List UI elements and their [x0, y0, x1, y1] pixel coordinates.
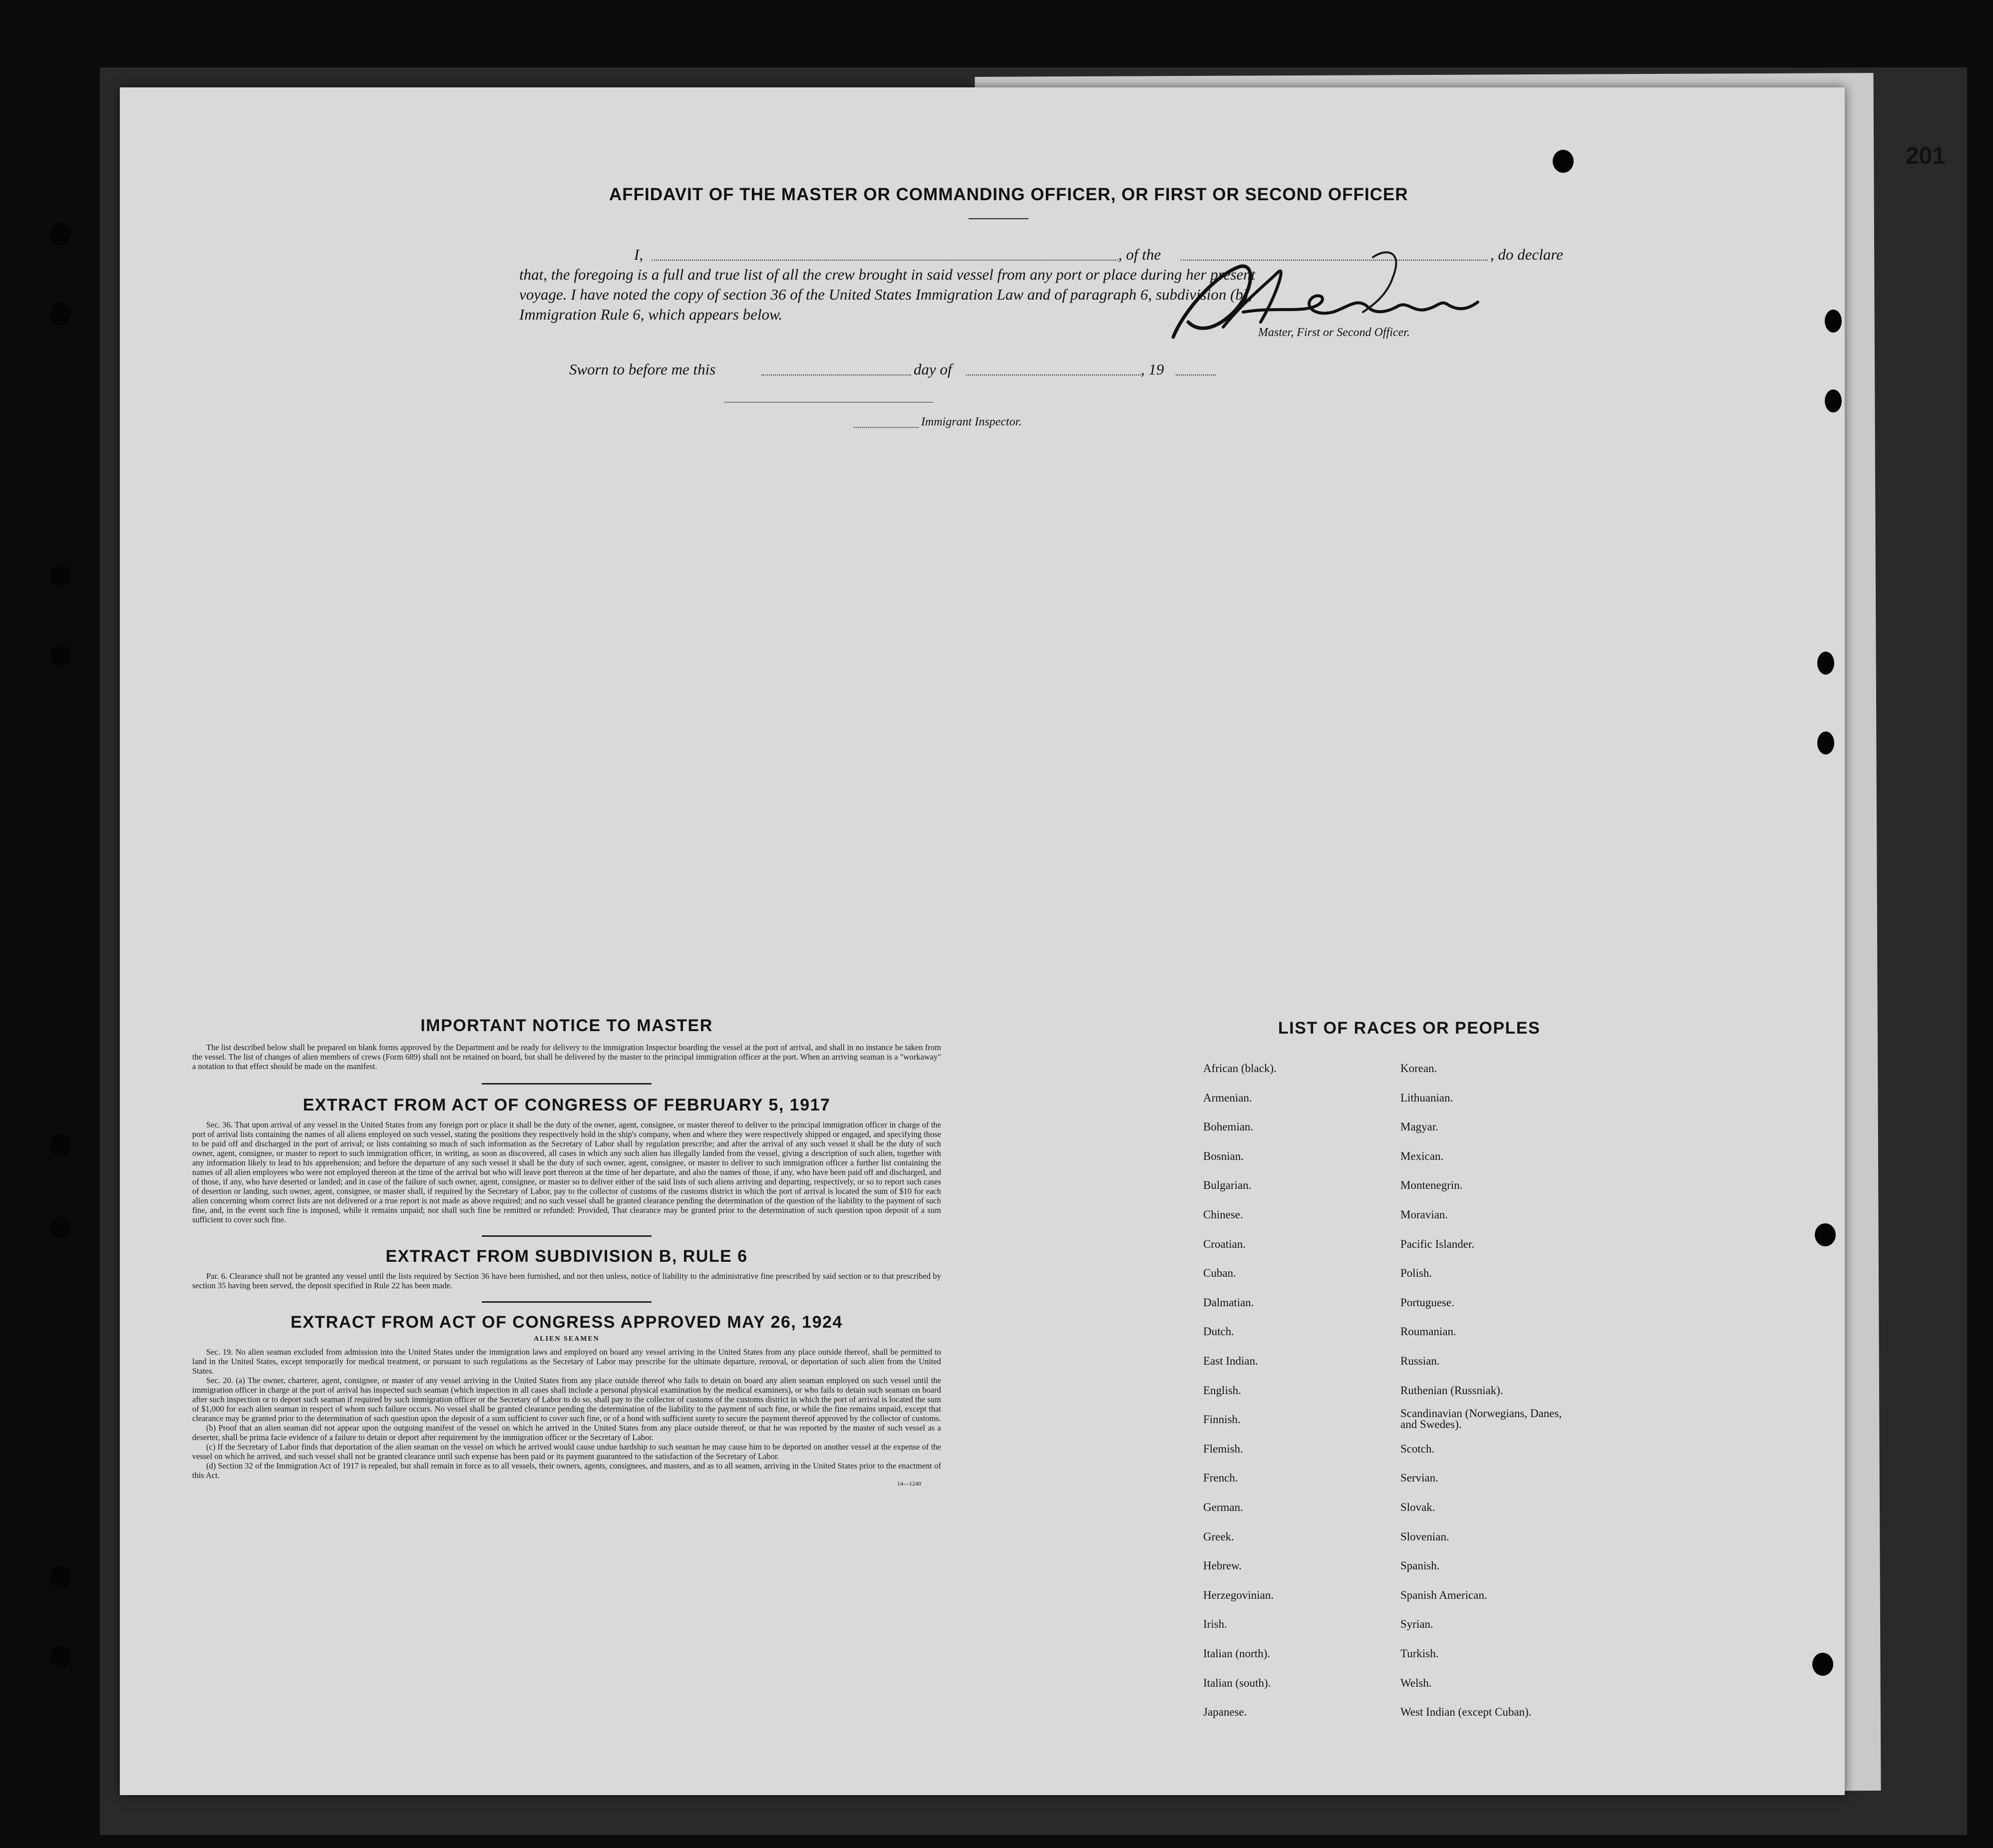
extract-rule6-body	[192, 1271, 941, 1290]
race-item: Chinese.	[1203, 1208, 1243, 1221]
extract-1924-para-4: (c) If the Secretary of Labor finds that deportation of the alien seaman on the vessel on which he arrived would cause undue hardship to such seaman he may cause him to be deported on another vessel at the expense of the vessel on which he arrived, and such vessel shall not be granted clearance until such expense has been paid or its payment guaranteed to the satisfaction of the Secretary of Labor.	[192, 1442, 941, 1461]
extract-1917-body	[192, 1120, 941, 1224]
race-item: Herzegovinian.	[1203, 1588, 1274, 1601]
punch-hole	[50, 222, 71, 245]
race-item: Servian.	[1400, 1472, 1439, 1484]
race-item: Turkish.	[1400, 1647, 1439, 1660]
extract-1917-paragraph: Sec. 36. That upon arrival of any vessel in the United States from any foreign port or place it shall be the duty of the owner, agent, consignee, or master thereof to deliver to the principal immigration officer in charge of the port of arrival lists containing the names of all aliens employed on such vessel, stating the positions they respectively hold in the ship's company, when and where they were respectively shipped or engaged, and specifying those to be paid off and discharged in the port of arrival; or lists containing so much of such information as the Secretary of Labor shall by regulation prescribe; and after the arrival of any such vessel it shall be the duty of such owner, agent, consignee, or master to report to such immigration officer, in writing, as soon as discovered, all cases in which any such alien has illegally landed from the vessel, giving a description of such alien, together with any information likely to lead to his apprehension; and before the departure of any such vessel it shall be the duty of such owner, agent, consignee, or master to deliver to such immigration officer a further list containing the names of all alien employees who were not employed thereon at the time of the arrival but who will leave port thereon at the time of her departure, and also the names of those, if any, who have been paid off and discharged, and of those, if any, who have deserted or landed; and in case of the failure of such owner, agent, consignee, or master so to deliver either of the said lists of such aliens arriving and departing, respectively, or so to report such cases of desertion or landing, such owner, agent, consignee, or master shall, if required by the Secretary of Labor, pay to the collector of customs of the customs district in which the port of arrival is located the sum of $10 for each alien concerning whom correct lists are not delivered or a true report is not made as above required; and no such vessel shall be granted clearance pending the determination of the question of the liability to the payment of such fine, and, in the event such fine is imposed, while it remains unpaid; nor shall such fine be remitted or refunded: Provided, That clearance may be granted prior to the determination of such question upon deposit of a sum sufficient to cover such fine.	[192, 1120, 941, 1224]
race-item: Lithuanian.	[1400, 1091, 1453, 1104]
race-item: African (black).	[1203, 1062, 1277, 1075]
race-item: French.	[1203, 1472, 1238, 1484]
extract-1924-para-3: (b) Proof that an alien seaman did not appear upon the outgoing manifest of the vessel on which he arrived in the United States from any place outside thereof, or that he was reported by the master of such vessel as a deserter, shall be prima facie evidence of a failure to detain or deport after requirement by the immigration officer or the Secretary of Labor.	[192, 1423, 941, 1442]
punch-hole	[1553, 150, 1574, 173]
section-divider	[482, 1235, 652, 1237]
race-item: Montenegrin.	[1400, 1179, 1463, 1192]
race-item: Slovenian.	[1400, 1530, 1449, 1543]
notice-paragraph: The list described below shall be prepared on blank forms approved by the Department and be ready for delivery to the immigration Inspector boarding the vessel at the port of arrival, and shall in no instance be taken from the vessel. The list of changes of alien members of crews (Form 689) shall not be retained on board, but shall be delivered by the master to the principal immigration officer at the port. When an arriving seaman is a "workaway" a notation to that effect should be made on the manifest.	[192, 1043, 941, 1071]
sworn-text: Sworn to before me this	[569, 361, 716, 378]
punch-hole	[50, 1216, 71, 1239]
race-item: Roumanian.	[1400, 1325, 1456, 1338]
punch-hole	[50, 302, 71, 325]
affidavit-declare: , do declare	[1490, 246, 1564, 263]
affidavit-of-the: , of the	[1118, 246, 1161, 263]
race-item: Scandinavian (Norwegians, Danes, and Swedes).	[1400, 1407, 1562, 1431]
extract-1924-para-1: Sec. 19. No alien seaman excluded from admission into the United States under the immigration laws and employed on board any vessel arriving in the United States from any place outside thereof, shall be permitted to land in the United States, except temporarily for medical treatment, or pursuant to such regulations as the Secretary of Labor may prescribe for the ultimate departure, removal, or deportation of such alien from the United States.	[192, 1347, 941, 1376]
affidavit-line-2: that, the foregoing is a full and true list of all the crew brought in said vessel from any port or place during her present	[519, 266, 1256, 283]
race-item: Russian.	[1400, 1355, 1440, 1367]
race-item: Ruthenian (Russniak).	[1400, 1384, 1503, 1397]
extract-1924-title: EXTRACT FROM ACT OF CONGRESS APPROVED MAY 26, 1924	[291, 1313, 843, 1332]
race-item: English.	[1203, 1384, 1242, 1397]
punch-hole	[1815, 1223, 1836, 1246]
race-item: Bulgarian.	[1203, 1179, 1252, 1192]
extract-1924-para-5: (d) Section 32 of the Immigration Act of 1917 is repealed, but shall remain in force as to all vessels, their owners, agents, consignees, and masters, and as to all seamen, arriving in the United States prior to the enactment of this Act.	[192, 1461, 941, 1480]
race-item: Portuguese.	[1400, 1296, 1454, 1309]
signature-label: Master, First or Second Officer.	[1258, 326, 1410, 339]
race-item: Croatian.	[1203, 1237, 1246, 1250]
race-item: Polish.	[1400, 1267, 1432, 1280]
race-item: Cuban.	[1203, 1267, 1236, 1280]
extract-1924-para-2: Sec. 20. (a) The owner, charterer, agent, consignee, or master of any vessel arriving in the United States from any place outside thereof who fails to detain on board any alien seaman employed on such vessel until the immigration officer in charge at the port of arrival has inspected such seaman (which inspection in all cases shall include a personal physical examination by the medical examiners), or who fails to detain such seaman on board after such inspection or to deport such seaman if required by such immigration officer or the Secretary of Labor to do so, shall pay to the collector of customs of the customs district in which the port of arrival is located the sum of $1,000 for each alien seaman in respect of whom such failure occurs. No vessel shall be granted clearance pending the determination of the liability to the payment of such fine, or while the fine remains unpaid, except that clearance may be granted prior to the determination of such question upon the deposit of a sum sufficient to cover such fine, or of a bond with sufficient surety to secure the payment thereof approved by the collector of customs.	[192, 1376, 941, 1423]
punch-hole	[1825, 310, 1842, 333]
punch-hole	[1817, 652, 1834, 675]
race-item: Moravian.	[1400, 1208, 1448, 1221]
extract-rule6-paragraph: Par. 6. Clearance shall not be granted any vessel until the lists required by Section 36 have been furnished, and not then unless, notice of liability to the administrative fine prescribed by said section or to that prescribed by section 35 having been served, the deposit specified in Rule 22 has been made.	[192, 1271, 941, 1290]
extract-1924-subtitle: ALIEN SEAMEN	[534, 1335, 600, 1343]
section-divider	[482, 1301, 652, 1303]
year-text: , 19	[1141, 361, 1164, 378]
affidavit-i: I,	[634, 246, 644, 263]
race-item: East Indian.	[1203, 1355, 1258, 1367]
affidavit-title: AFFIDAVIT OF THE MASTER OR COMMANDING OFFICER, OR FIRST OR SECOND OFFICER	[609, 185, 1408, 204]
race-item: Spanish American.	[1400, 1588, 1487, 1601]
notice-title: IMPORTANT NOTICE TO MASTER	[420, 1016, 713, 1035]
punch-hole	[50, 1133, 71, 1156]
name-line	[652, 260, 1118, 261]
race-item: West Indian (except Cuban).	[1400, 1706, 1532, 1719]
race-item: Mexican.	[1400, 1149, 1444, 1162]
inspector-label: Immigrant Inspector.	[921, 415, 1022, 428]
extract-1917-title: EXTRACT FROM ACT OF CONGRESS OF FEBRUARY 5, 1917	[303, 1096, 831, 1114]
race-item: Dutch.	[1203, 1325, 1234, 1338]
punch-hole	[1825, 389, 1842, 412]
race-item: Scotch.	[1400, 1442, 1435, 1455]
race-item: Irish.	[1203, 1618, 1227, 1631]
race-item: Magyar.	[1400, 1120, 1439, 1133]
affidavit-line-4: Immigration Rule 6, which appears below.	[519, 306, 783, 323]
race-item: Pacific Islander.	[1400, 1237, 1475, 1250]
race-item: Welsh.	[1400, 1676, 1432, 1689]
extract-rule6-title: EXTRACT FROM SUBDIVISION B, RULE 6	[385, 1247, 748, 1266]
year-line	[1176, 374, 1216, 375]
punch-hole	[50, 1565, 71, 1588]
punch-hole	[1812, 1653, 1833, 1676]
form-number: 14—1240	[897, 1480, 921, 1487]
race-item: German.	[1203, 1501, 1243, 1513]
race-item: Slovak.	[1400, 1501, 1435, 1513]
races-title: LIST OF RACES OR PEOPLES	[1278, 1019, 1541, 1038]
month-line	[966, 374, 1141, 375]
day-of-text: day of	[914, 361, 952, 378]
race-item: Dalmatian.	[1203, 1296, 1254, 1309]
race-item: Armenian.	[1203, 1091, 1252, 1104]
race-item: Syrian.	[1400, 1618, 1433, 1631]
day-line	[761, 374, 911, 375]
race-item: Flemish.	[1203, 1442, 1243, 1455]
punch-hole	[50, 644, 71, 667]
punch-hole	[1817, 732, 1834, 754]
race-item: Japanese.	[1203, 1706, 1247, 1719]
document-page	[120, 87, 1845, 1795]
race-item: Italian (north).	[1203, 1647, 1271, 1660]
affidavit-line-3: voyage. I have noted the copy of section 36 of the United States Immigration Law and of paragraph 6, subdivision (b),	[519, 286, 1252, 303]
race-item: Bohemian.	[1203, 1120, 1254, 1133]
section-divider	[482, 1083, 652, 1085]
race-item: Hebrew.	[1203, 1559, 1242, 1572]
race-item: Korean.	[1400, 1062, 1437, 1075]
race-item: Greek.	[1203, 1530, 1234, 1543]
race-item: Italian (south).	[1203, 1676, 1271, 1689]
page-number: 201	[1905, 143, 1946, 169]
race-item: Finnish.	[1203, 1413, 1241, 1426]
notice-section	[192, 1016, 941, 1487]
punch-hole	[50, 564, 71, 587]
punch-hole	[50, 1645, 71, 1668]
race-item: Bosnian.	[1203, 1149, 1244, 1162]
race-item: Spanish.	[1400, 1559, 1440, 1572]
extract-1924-body	[192, 1347, 941, 1480]
notice-body	[192, 1043, 941, 1071]
inspector-short-line	[854, 427, 919, 428]
title-rule	[969, 218, 1028, 219]
